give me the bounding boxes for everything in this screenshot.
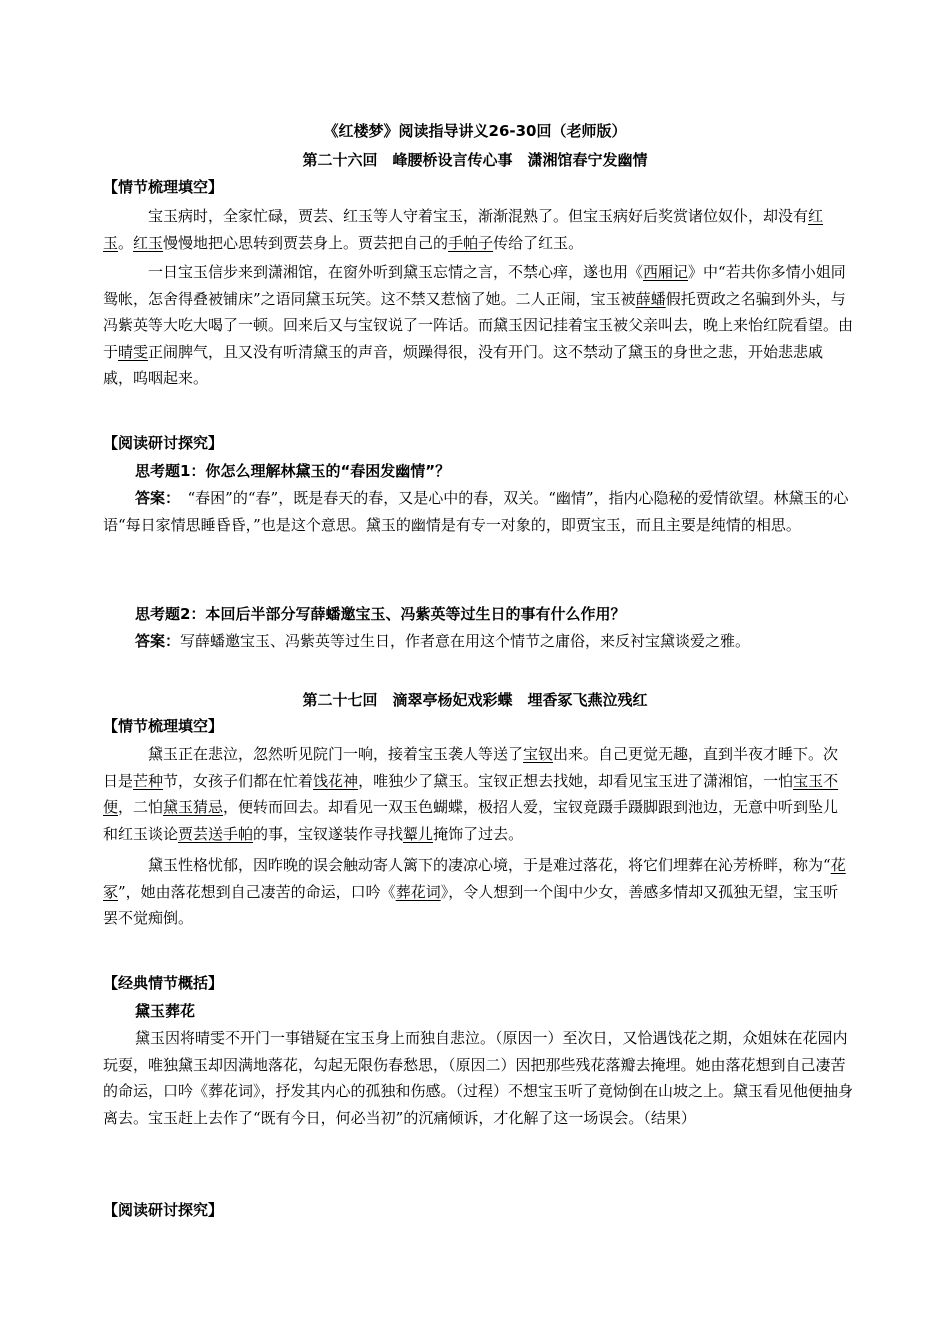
fill-blank-answer: 贾芸送手帕 <box>178 824 254 843</box>
text-run: ，二怕 <box>118 798 164 816</box>
fill-blank-answer: 薛蟠 <box>635 289 666 308</box>
text-run: 的事，宝钗遂装作寻找 <box>253 824 404 843</box>
text-run: 黛玉正在悲泣，忽然听见院门一响，接着宝玉袭人等送了 <box>148 745 524 763</box>
fill-blank-answer: 颦儿 <box>403 824 434 843</box>
ch27-plot-header: 【情节梳理填空】 <box>103 717 224 735</box>
question-1: 思考题1：你怎么理解林黛玉的“春困发幽情”？ <box>135 462 451 480</box>
ch27-plot-paragraph-2 <box>103 852 853 932</box>
answer-1 <box>103 485 853 538</box>
chapter-27-title: 第二十七回 滴翠亭杨妃戏彩蝶 埋香冢飞燕泣残红 <box>302 691 648 709</box>
classic-subtitle: 黛玉葬花 <box>135 1002 196 1020</box>
text-run: 一日宝玉信步来到潇湘馆，在窗外听到黛玉忘情之言，不禁心痒，遂也用《 <box>148 263 644 281</box>
text-run: ，便转而回去。却看见一双玉色蝴蝶，极招人爱，宝钗竟蹑手蹑脚跟到池边，无意中听到坠儿和红玉谈论 <box>103 798 839 843</box>
chapter-26-title: 第二十六回 峰腰桥设言传心事 潇湘馆春宁发幽情 <box>302 151 648 169</box>
fill-blank-answer: 红玉 <box>133 233 164 252</box>
fill-blank-answer: 黛玉猜忌 <box>163 798 224 816</box>
fill-blank-answer: 宝玉不便 <box>103 771 839 816</box>
text-run: ”，她由落花想到自己凄苦的命运，口吟《 <box>118 882 396 901</box>
text-run: 出来。自己更觉无趣，直到半夜才睡下。次日是 <box>103 745 839 790</box>
text-run: 》，令人想到一个闺中少女，善感多情却又孤独无望，宝玉听罢不觉痴倒。 <box>103 882 839 927</box>
answer-text: “春困”的“春”，既是春天的春，又是心中的春，双关。“幽情”，指内心隐秘的爱情欲望。林黛玉的心语“每日家情思睡昏昏，”也是这个意思。黛玉的幽情是有专一对象的，即贾宝玉，而且主要是纯情的相思。 <box>103 489 849 534</box>
text-run: 》中“若共你多情小姐同鸳帐，怎舍得叠被铺床”之语同黛玉玩笑。这不禁又惹恼了她。二人正闹，宝玉被 <box>103 263 846 308</box>
question-2: 思考题2：本回后半部分写薛蟠邀宝玉、冯紫英等过生日的事有什么作用？ <box>135 605 626 623</box>
text-run: 正闹脾气，且又没有听清黛玉的声音，烦躁得很，没有开门。这不禁动了黛玉的身世之悲，开始悲悲戚戚，呜咽起来。 <box>103 342 824 387</box>
ch27-study-header: 【阅读研讨探究】 <box>103 1201 224 1219</box>
answer-label: 答案： <box>135 632 181 650</box>
text-run: 黛玉性格忧郁，因昨晚的误会触动寄人篱下的凄凉心境，于是难过落花，将它们埋葬在沁芳桥畔，称为“ <box>148 856 831 874</box>
ch26-plot-paragraph-2 <box>103 259 853 392</box>
text-run: 慢慢地把心思转到贾芸身上。贾芸把自己的 <box>163 233 449 252</box>
fill-blank-answer: 红玉 <box>103 207 824 252</box>
fill-blank-answer: 手帕子 <box>448 233 494 252</box>
answer-2 <box>103 628 853 655</box>
ch26-study-header: 【阅读研讨探究】 <box>103 434 224 452</box>
ch27-plot-paragraph-1 <box>103 741 853 847</box>
answer-text: 写薛蟠邀宝玉、冯紫英等过生日，作者意在用这个情节之庸俗，来反衬宝黛谈爱之雅。 <box>180 632 751 650</box>
fill-blank-answer: 花冢 <box>103 856 846 901</box>
text-run: 。 <box>118 233 134 252</box>
fill-blank-answer: 饯花神 <box>313 771 359 790</box>
text-run: 宝玉病时，全家忙碌，贾芸、红玉等人守着宝玉，渐渐混熟了。但宝玉病好后奖赏诸位奴仆，却没有 <box>148 207 809 225</box>
ch26-plot-header: 【情节梳理填空】 <box>103 178 224 196</box>
text-run: 传给了红玉。 <box>493 233 584 252</box>
document-title: 《红楼梦》阅读指导讲义26-30回（老师版） <box>323 122 627 140</box>
fill-blank-answer: 晴雯 <box>118 342 149 361</box>
fill-blank-answer: 宝钗 <box>523 745 554 763</box>
fill-blank-answer: 西厢记 <box>643 263 689 281</box>
answer-label: 答案： <box>135 489 173 507</box>
fill-blank-answer: 芒种 <box>133 771 164 790</box>
text-run: 节，女孩子们都在忙着 <box>163 771 314 790</box>
ch27-classic-header: 【经典情节概括】 <box>103 974 224 992</box>
classic-summary-text: 黛玉因将晴雯不开门一事错疑在宝玉身上而独自悲泣。（原因一）至次日，又恰遇饯花之期，众姐妹在花园内玩耍，唯独黛玉却因满地落花，勾起无限伤春愁思，（原因二）因把那些残花落瓣去掩埋。她由落花想到自己凄苦的命运，口吟《葬花词》，抒发其内心的孤独和伤感。（过程）不想宝玉听了竟恸倒在山坡之上。黛玉看见他便抽身离去。宝玉赶上去作了“既有今日，何必当初”的沉痛倾诉，才化解了这一场误会。（结果） <box>103 1029 854 1127</box>
classic-summary <box>103 1025 853 1131</box>
text-run: ，唯独少了黛玉。宝钗正想去找她，却看见宝玉进了潇湘馆，一怕 <box>358 771 794 790</box>
fill-blank-answer: 葬花词 <box>395 882 441 901</box>
text-run: 掩饰了过去。 <box>433 824 524 843</box>
ch26-plot-paragraph-1 <box>103 203 853 256</box>
text-run: 假托贾政之名骗到外头，与冯紫英等大吃大喝了一顿。回来后又与宝钗说了一阵话。而黛玉因记挂着宝玉被父亲叫去，晚上来怡红院看望。由于 <box>103 289 854 361</box>
